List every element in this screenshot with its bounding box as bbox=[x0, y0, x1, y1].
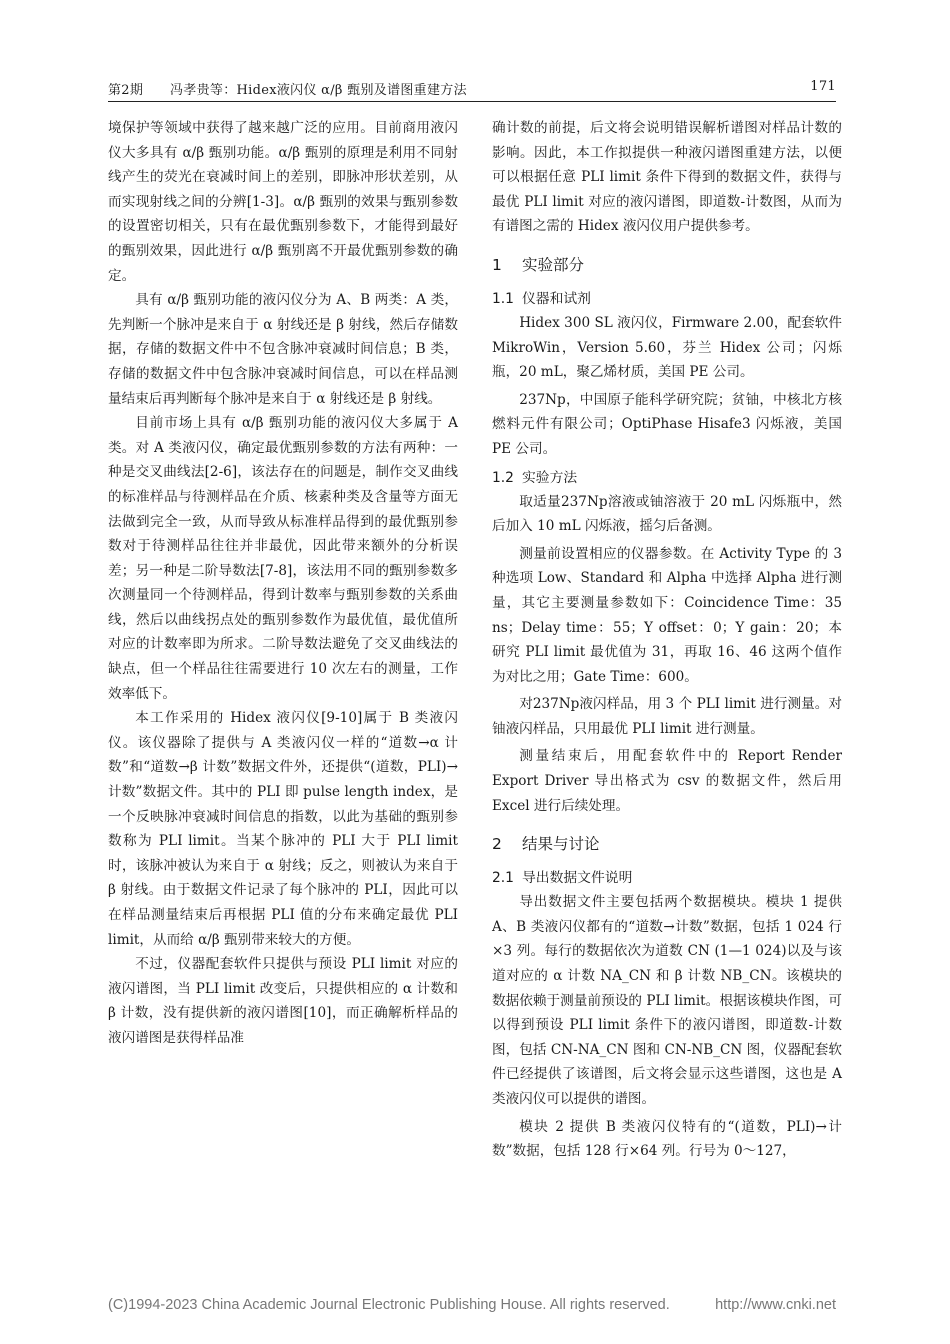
copyright-notice: (C)1994-2023 China Academic Journal Electronic Publishing House. All rights reserved. bbox=[108, 1297, 670, 1313]
subsection-number: 1.2 bbox=[492, 469, 514, 486]
page-footer bbox=[108, 1297, 836, 1317]
section-heading-experimental bbox=[492, 253, 842, 277]
section-number: 1 bbox=[492, 255, 502, 274]
right-column bbox=[492, 116, 842, 1164]
paragraph-module-1: 导出数据文件主要包括两个数据模块。模块 1 提供 A、B 类液闪仪都有的“道数→计数”数据，包括 1 024 行×3 列。每行的数据依次为道数 CN (1—1 024)以及与该道对应的 α 计数 NA_CN 和 β 计数 NB_CN。该模块的数据依赖于测量前预设的 PLI limit。根据该模块作图，可以得到预设 PLI limit 条件下的液闪谱图，即道数-计数图，包括 CN-NA_CN 图和 CN-NB_CN 图，仪器配套软件已经提供了该谱图，后文将会显示这些谱图，这也是 A 类液闪仪可以提供的谱图。 bbox=[492, 894, 842, 1107]
paragraph-sample-prep: 取适量237Np溶液或铀溶液于 20 mL 闪烁瓶中，然后加入 10 mL 闪烁液，摇匀后备测。 bbox=[492, 493, 842, 535]
paragraph-lsc-types: 具有 α/β 甄别功能的液闪仪分为 A、B 两类：A 类，先判断一个脉冲是来自于 α 射线还是 β 射线，然后存储数据，存储的数据文件中不包含脉冲衰减时间信息；B 类，存储的数据文件中包含脉冲衰减时间信息，可以在样品测量结束后再判断每个脉冲是来自于 α 射线还是 β 射线。 bbox=[108, 292, 458, 407]
subsection-heading-data-file bbox=[492, 866, 842, 890]
paragraph-export: 测量结束后，用配套软件中的 Report Render Export Driver 导出格式为 csv 的数据文件，然后用 Excel 进行后续处理。 bbox=[492, 748, 842, 814]
subsection-title: 仪器和试剂 bbox=[522, 290, 591, 307]
header-title: 冯孝贵等：Hidex液闪仪 α/β 甄别及谱图重建方法 bbox=[170, 83, 467, 98]
left-column bbox=[108, 116, 458, 1051]
paragraph-instrument: Hidex 300 SL 液闪仪，Firmware 2.00，配套软件 MikroWin，Version 5.60，芬兰 Hidex 公司；闪烁瓶，20 mL，聚乙烯材质，美国 PE 公司。 bbox=[492, 314, 842, 381]
paragraph-parameters: 测量前设置相应的仪器参数。在 Activity Type 的 3 种选项 Low、Standard 和 Alpha 中选择 Alpha 进行测量，其它主要测量参数如下：Coincidence Time：35 ns；Delay time：55；Y offset：0；Y gain：20；本研究 PLI limit 最优值为 31，再取 16、46 这两个值作为对比之用；Gate Time：600。 bbox=[492, 545, 842, 685]
header-issue: 第2期 bbox=[108, 83, 144, 98]
subsection-heading-instruments bbox=[492, 287, 842, 311]
header-rule bbox=[108, 101, 836, 102]
section-number: 2 bbox=[492, 835, 502, 854]
paragraph-measurement: 对237Np液闪样品，用 3 个 PLI limit 进行测量。对铀液闪样品，只用最优 PLI limit 进行测量。 bbox=[492, 696, 842, 737]
section-heading-results bbox=[492, 832, 842, 856]
paragraph-software-limitation: 不过，仪器配套软件只提供与预设 PLI limit 对应的液闪谱图，当 PLI limit 改变后，只提供相应的 α 计数和 β 计数，没有提供新的液闪谱图[10]，而正确解析样品的液闪谱图是获得样品准 bbox=[108, 956, 458, 1046]
section-title: 实验部分 bbox=[522, 255, 585, 274]
paragraph-module-2: 模块 2 提供 B 类液闪仪特有的“(道数，PLI)→计数”数据，包括 128 行×64 列。行号为 0～127， bbox=[492, 1118, 842, 1160]
footer-url: http://www.cnki.net bbox=[715, 1297, 836, 1313]
paragraph-intro-continued: 境保护等领域中获得了越来越广泛的应用。目前商用液闪仪大多具有 α/β 甄别功能。α/β 甄别的原理是利用不同射线产生的荧光在衰减时间上的差别，即脉冲形状差别，从而实现射线之间的分辨[1-3]。α/β 甄别的效果与甄别参数的设置密切相关，只有在最优甄别参数下，才能得到最好的甄别效果，因此进行 α/β 甄别离不开最优甄别参数的确定。 bbox=[108, 120, 458, 284]
subsection-number: 2.1 bbox=[492, 870, 514, 887]
paragraph-type-a-methods: 目前市场上具有 α/β 甄别功能的液闪仪大多属于 A 类。对 A 类液闪仪，确定最优甄别参数的方法有两种：一种是交叉曲线法[2-6]，该法存在的问题是，制作交叉曲线的标准样品与待测样品在介质、核素种类及含量等方面无法做到完全一致，从而导致从标准样品得到的最优甄别参数对于待测样品往往并非最优，因此带来额外的分析误差；另一种是二阶导数法[7-8]，该法用不同的甄别参数多次测量同一个待测样品，得到计数率与甄别参数的关系曲线，然后以曲线拐点处的甄别参数作为最优值，最优值所对应的计数率即为所求。二阶导数法避免了交叉曲线法的缺点，但一个样品往往需要进行 10 次左右的测量，工作效率低下。 bbox=[108, 415, 458, 702]
paragraph-aim: 确计数的前提，后文将会说明错误解析谱图对样品计数的影响。因此，本工作拟提供一种液闪谱图重建方法，以便可以根据任意 PLI limit 条件下得到的数据文件，获得与最优 PLI limit 对应的液闪谱图，即道数-计数图，从而为有谱图之需的 Hidex 液闪仪用户提供参考。 bbox=[492, 120, 842, 235]
subsection-number: 1.1 bbox=[492, 290, 514, 307]
subsection-heading-methods bbox=[492, 466, 842, 490]
header-page-number: 171 bbox=[810, 79, 836, 94]
subsection-title: 导出数据文件说明 bbox=[522, 870, 633, 887]
paragraph-reagents: 237Np，中国原子能科学研究院；贫铀，中核北方核燃料元件有限公司；OptiPhase Hisafe3 闪烁液，美国 PE 公司。 bbox=[492, 391, 842, 457]
subsection-title: 实验方法 bbox=[522, 469, 578, 486]
paragraph-hidex-pli: 本工作采用的 Hidex 液闪仪[9-10]属于 B 类液闪仪。该仪器除了提供与 A 类液闪仪一样的“道数→α 计数”和“道数→β 计数”数据文件外，还提供“(道数，PLI)→计数”数据文件。其中的 PLI 即 pulse length index，是一个反映脉冲衰减时间信息的指数，以此为基础的甄别参数称为 PLI limit。当某个脉冲的 PLI 大于 PLI limit 时，该脉冲被认为来自于 α 射线；反之，则被认为来自于 β 射线。由于数据文件记录了每个脉冲的 PLI，因此可以在样品测量结束后再根据 PLI 值的分布来确定最优 PLI limit，从而给 α/β 甄别带来较大的方便。 bbox=[108, 710, 458, 948]
running-header bbox=[108, 79, 836, 99]
section-title: 结果与讨论 bbox=[522, 835, 600, 854]
